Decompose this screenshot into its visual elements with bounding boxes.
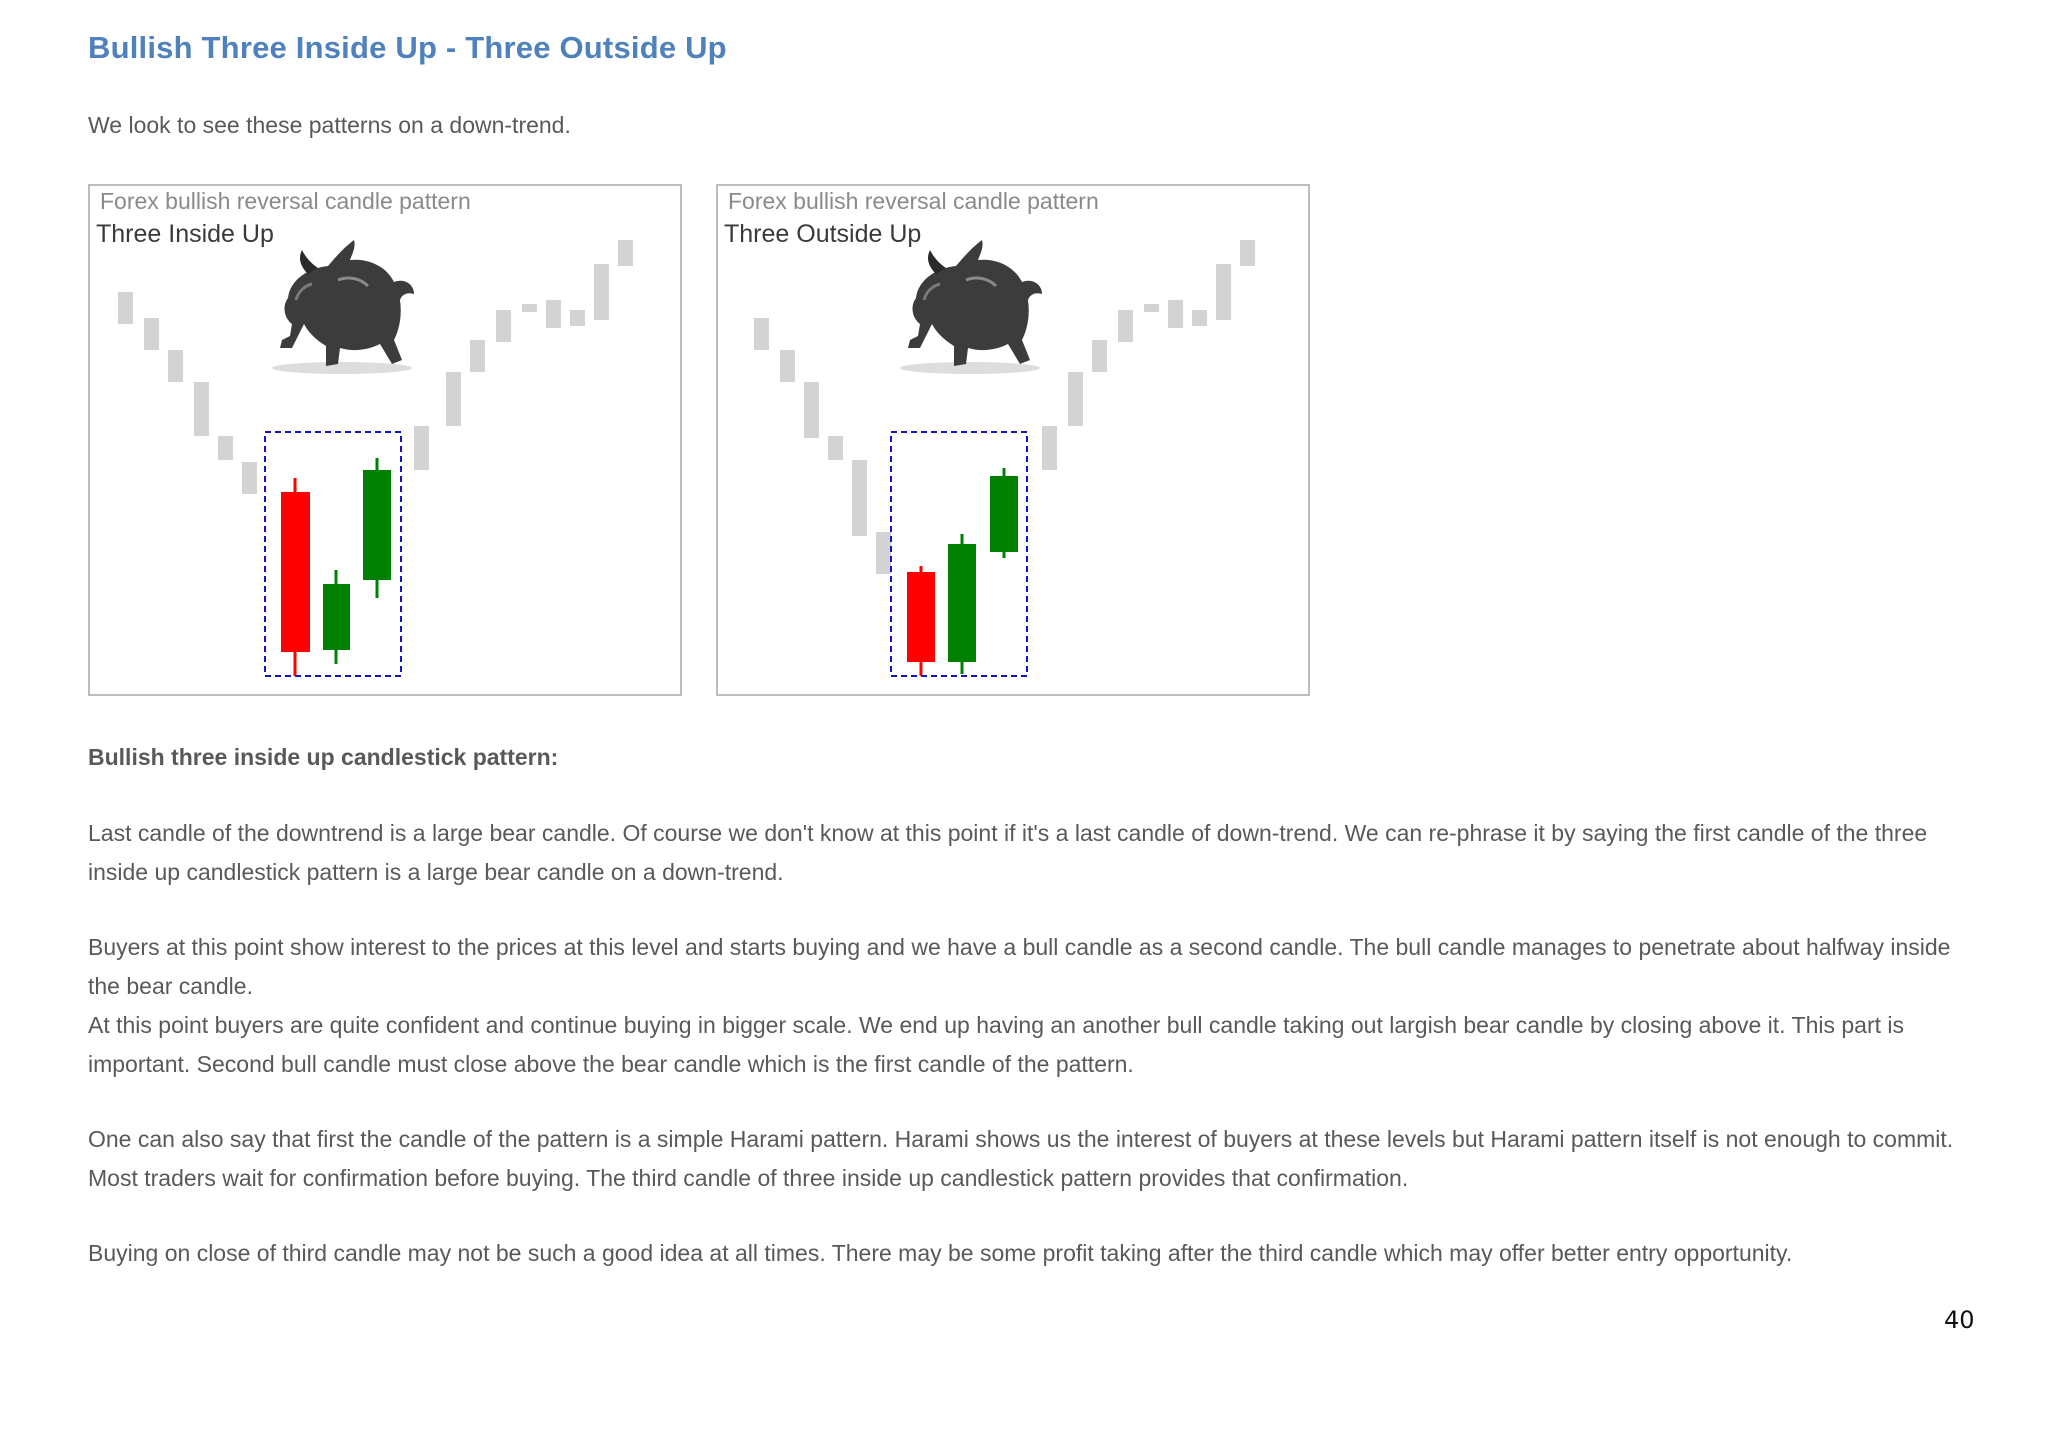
figure-caption: Forex bullish reversal candle pattern	[100, 188, 471, 214]
paragraph: Buyers at this point show interest to the prices at this level and starts buying and we have a bull candle as a second candle. The bull candle manages to penetrate about halfway inside the bear candle.	[88, 934, 1951, 999]
trend-candle	[242, 462, 257, 494]
trend-candle	[1168, 300, 1183, 328]
page-title: Bullish Three Inside Up - Three Outside Up	[88, 30, 727, 65]
trend-candle	[594, 264, 609, 320]
paragraph: Last candle of the downtrend is a large bear candle. Of course we don't know at this point if it's a last candle of down-trend. We can re-phrase it by saying the first candle of the three inside up candlestick pattern is a large bear candle on a down-trend.	[88, 820, 1928, 885]
bear-candle	[281, 492, 310, 652]
figure-caption: Forex bullish reversal candle pattern	[728, 188, 1099, 214]
intro-text: We look to see these patterns on a down-trend.	[88, 112, 571, 138]
trend-candle	[1216, 264, 1231, 320]
bear-candle	[907, 572, 935, 662]
trend-candle	[570, 310, 585, 326]
trend-candle	[754, 318, 769, 350]
pattern-candles	[907, 468, 1018, 676]
trend-candle	[1092, 340, 1107, 372]
trend-candle	[1240, 240, 1255, 266]
trend-candle	[446, 372, 461, 426]
trend-candle	[414, 426, 429, 470]
trend-candle	[780, 350, 795, 382]
bull-candle	[323, 584, 350, 650]
trend-candle	[168, 350, 183, 382]
bull-candle	[363, 470, 391, 580]
bull-icon	[272, 240, 414, 374]
trend-candle	[470, 340, 485, 372]
trend-candle	[1042, 426, 1057, 470]
trend-candle	[522, 304, 537, 312]
downtrend-candles	[118, 292, 257, 494]
section-heading: Bullish three inside up candlestick pattern:	[88, 744, 559, 770]
trend-candle	[1144, 304, 1159, 312]
three-outside-up-figure	[716, 184, 1310, 696]
trend-candle	[218, 436, 233, 460]
bull-candle	[990, 476, 1018, 552]
three-inside-up-figure	[88, 184, 682, 696]
three-outside-up-chart	[718, 186, 1310, 696]
trend-candle	[144, 318, 159, 350]
trend-candle	[804, 382, 819, 438]
trend-candle	[1192, 310, 1207, 326]
uptrend-candles	[1042, 240, 1255, 470]
paragraph: At this point buyers are quite confident and continue buying in bigger scale. We end up having an another bull candle taking out largish bear candle by closing above it. This part is important. Second bull candle must close above the bear candle which is the first candle of the pattern.	[88, 1012, 1905, 1077]
paragraph: One can also say that first the candle of the pattern is a simple Harami pattern. Harami shows us the interest of buyers at these levels but Harami pattern itself is not enough to commit. Most traders wait for confirmation before buying. The third candle of three inside up candlestick pattern provides that confirmation.	[88, 1126, 1954, 1191]
trend-candle	[618, 240, 633, 266]
pattern-candles	[281, 458, 391, 676]
bull-icon	[900, 240, 1042, 374]
three-inside-up-chart	[90, 186, 682, 696]
trend-candle	[876, 532, 891, 574]
trend-candle	[1068, 372, 1083, 426]
trend-candle	[194, 382, 209, 436]
bull-candle	[948, 544, 976, 662]
trend-candle	[852, 460, 867, 536]
trend-candle	[1118, 310, 1133, 342]
trend-candle	[496, 310, 511, 342]
trend-candle	[546, 300, 561, 328]
paragraph: Buying on close of third candle may not be such a good idea at all times. There may be some profit taking after the third candle which may offer better entry opportunity.	[88, 1240, 1793, 1266]
trend-candle	[118, 292, 133, 324]
figure-subtitle: Three Inside Up	[96, 220, 274, 248]
figure-subtitle: Three Outside Up	[724, 220, 922, 248]
uptrend-candles	[414, 240, 633, 470]
downtrend-candles	[754, 318, 891, 574]
trend-candle	[828, 436, 843, 460]
page-number: 40	[1944, 1306, 1975, 1334]
